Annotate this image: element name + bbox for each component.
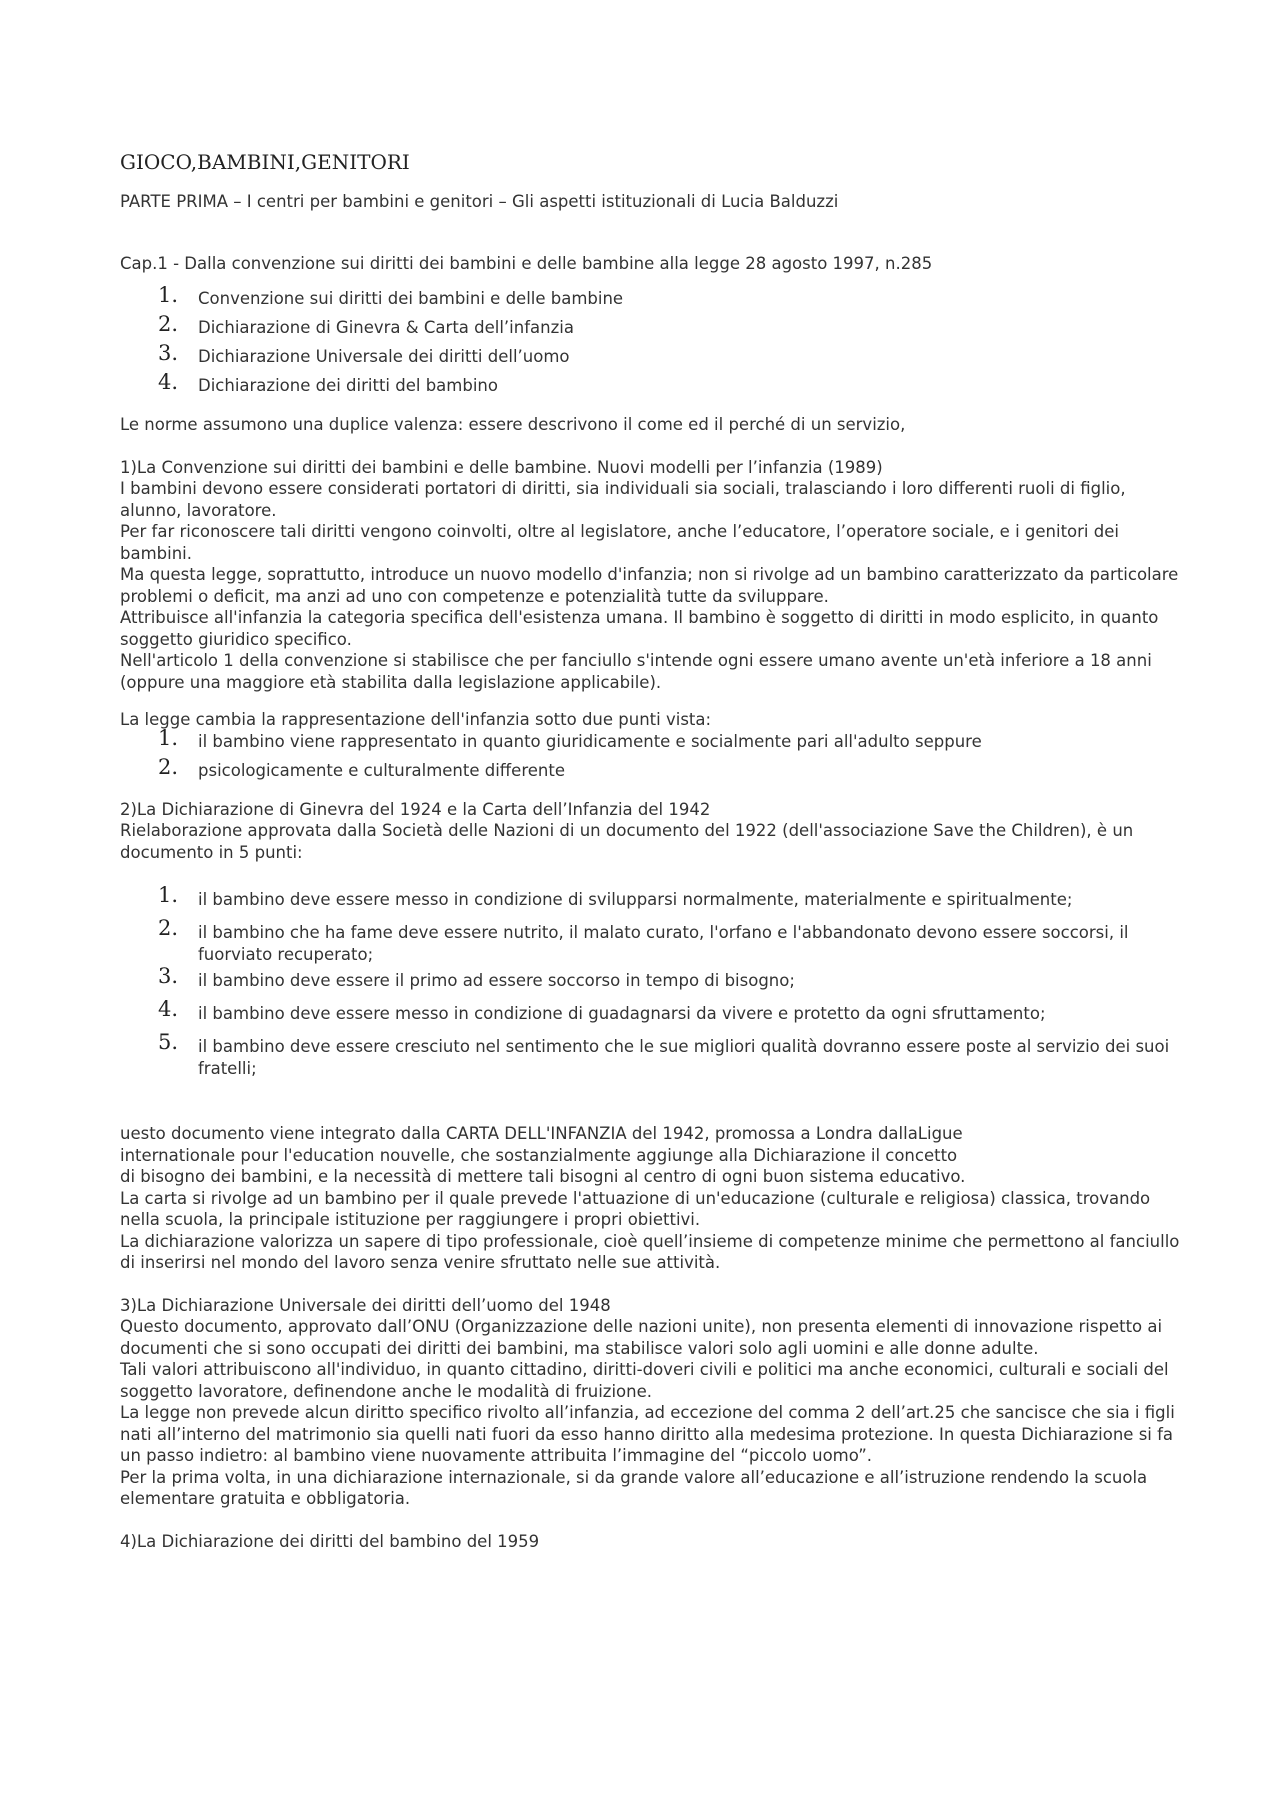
list-item-text: il bambino deve essere il primo ad essere soccorso in tempo di bisogno; bbox=[198, 971, 795, 990]
intro-paragraph: Le norme assumono una duplice valenza: essere descrivono il come ed il perché di un servizio, bbox=[120, 415, 906, 434]
paragraph: Rielaborazione approvata dalla Società delle Nazioni di un documento del 1922 (dell'associazione Save the Children), è un documento in 5 punti: bbox=[120, 821, 1134, 862]
list-number: 1. bbox=[158, 283, 179, 307]
paragraph: Per la prima volta, in una dichiarazione internazionale, si da grande valore all’educazione e all’istruzione rendendo la scuola elementare gratuita e obbligatoria. bbox=[120, 1467, 1148, 1508]
geneva-points-list bbox=[120, 883, 1180, 1079]
list-number: 4. bbox=[158, 997, 179, 1021]
paragraph: La legge non prevede alcun diritto specifico rivolto all’infanzia, ad eccezione del comma 2 dell’art.25 che sancisce che sia i figli nati all’interno del matrimonio sia quelli nati fuori da esso hanno diritto alla medesima protezione. In questa Dichiarazione si fa un passo indietro: al bambino viene nuovamente attribuita l’immagine del “piccolo uomo”. bbox=[120, 1403, 1175, 1465]
list-item-text: il bambino deve essere messo in condizione di guadagnarsi da vivere e protetto da ogni sfruttamento; bbox=[198, 1004, 1046, 1023]
paragraph: La legge cambia la rappresentazione dell'infanzia sotto due punti vista: bbox=[120, 710, 712, 729]
list-item-text: il bambino deve essere cresciuto nel sentimento che le sue migliori qualità dovranno essere poste al servizio dei suoi fratelli; bbox=[198, 1037, 1170, 1078]
list-number: 3. bbox=[158, 341, 179, 365]
section-2-heading: 2)La Dichiarazione di Ginevra del 1924 e la Carta dell’Infanzia del 1942 bbox=[120, 799, 711, 819]
list-number: 4. bbox=[158, 370, 179, 394]
paragraph: La carta si rivolge ad un bambino per il quale prevede l'attuazione di un'educazione (culturale e religiosa) classica, trovando nella scuola, la principale istituzione per raggiungere i propri obiettivi. bbox=[120, 1188, 1151, 1229]
list-item bbox=[120, 725, 1180, 760]
paragraph: Per far riconoscere tali diritti vengono coinvolti, oltre al legislatore, anche l’educatore, l’operatore sociale, e i genitori dei bambini. bbox=[120, 522, 1119, 563]
paragraph: Nell'articolo 1 della convenzione si stabilisce che per fanciullo s'intende ogni essere umano avente un'età inferiore a 18 anni (oppure una maggiore età stabilita dalla legislazione applicabile). bbox=[120, 651, 1152, 692]
list-item bbox=[120, 916, 1180, 965]
part-heading: PARTE PRIMA – I centri per bambini e genitori – Gli aspetti istituzionali di Lucia Balduzzi bbox=[120, 192, 839, 211]
list-item bbox=[120, 283, 1180, 317]
section-3-heading: 3)La Dichiarazione Universale dei diritti dell’uomo del 1948 bbox=[120, 1295, 611, 1315]
list-number: 3. bbox=[158, 964, 179, 988]
list-number: 1. bbox=[158, 725, 179, 750]
representation-list bbox=[120, 725, 1180, 789]
list-item bbox=[120, 754, 1180, 789]
paragraph: Ma questa legge, soprattutto, introduce un nuovo modello d'infanzia; non si rivolge ad un bambino caratterizzato da particolare problemi o deficit, ma anzi ad uno con competenze e potenzialità tutte da sviluppare. bbox=[120, 565, 1179, 606]
list-item bbox=[120, 370, 1180, 404]
list-item-text: Dichiarazione di Ginevra & Carta dell’infanzia bbox=[198, 318, 574, 337]
document-title: GIOCO,BAMBINI,GENITORI bbox=[120, 150, 410, 174]
section-2 bbox=[120, 799, 1180, 1274]
list-number: 5. bbox=[158, 1030, 179, 1054]
list-item-text: Dichiarazione dei diritti del bambino bbox=[198, 376, 498, 395]
list-item bbox=[120, 964, 1180, 998]
list-item bbox=[120, 997, 1180, 1031]
section-1-heading: 1)La Convenzione sui diritti dei bambini e delle bambine. Nuovi modelli per l’infanzia (1989) bbox=[120, 457, 883, 477]
list-number: 2. bbox=[158, 916, 179, 940]
chapter-heading: Cap.1 - Dalla convenzione sui diritti dei bambini e delle bambine alla legge 28 agosto 1997, n.285 bbox=[120, 253, 933, 273]
list-item-text: psicologicamente e culturalmente differente bbox=[198, 760, 565, 780]
paragraph: Attribuisce all'infanzia la categoria specifica dell'esistenza umana. Il bambino è soggetto di diritti in modo esplicito, in quanto soggetto giuridico specifico. bbox=[120, 608, 1159, 649]
section-3 bbox=[120, 1295, 1180, 1510]
list-item bbox=[120, 883, 1180, 917]
list-item bbox=[120, 1030, 1180, 1079]
paragraph: I bambini devono essere considerati portatori di diritti, sia individuali sia sociali, tralasciando i loro differenti ruoli di figlio, alunno, lavoratore. bbox=[120, 479, 1126, 520]
document-page bbox=[120, 150, 1180, 1552]
list-item bbox=[120, 341, 1180, 375]
paragraph-line: di bisogno dei bambini, e la necessità di mettere tali bisogni al centro di ogni buon sistema educativo. bbox=[120, 1167, 966, 1186]
carta-infanzia-paragraph bbox=[120, 1123, 1180, 1188]
list-item-text: il bambino deve essere messo in condizione di svilupparsi normalmente, materialmente e spiritualmente; bbox=[198, 890, 1073, 909]
paragraph: Tali valori attribuiscono all'individuo, in quanto cittadino, diritti-doveri civili e politici ma anche economici, culturali e sociali del soggetto lavoratore, definendone anche le modalità di fruizione. bbox=[120, 1360, 1169, 1401]
paragraph-line: internationale pour l'education nouvelle, che sostanzialmente aggiunge alla Dichiarazione il concetto bbox=[120, 1145, 958, 1165]
paragraph: La dichiarazione valorizza un sapere di tipo professionale, cioè quell’insieme di competenze minime che permettono al fanciullo di inserirsi nel mondo del lavoro senza venire sfruttato nelle sue attività. bbox=[120, 1231, 1180, 1272]
list-number: 2. bbox=[158, 754, 179, 779]
section-4-heading: 4)La Dichiarazione dei diritti del bambino del 1959 bbox=[120, 1531, 540, 1551]
list-item-text: il bambino che ha fame deve essere nutrito, il malato curato, l'orfano e l'abbandonato devono essere soccorsi, il fuorviato recuperato; bbox=[198, 923, 1129, 964]
list-number: 1. bbox=[158, 883, 179, 907]
section-4 bbox=[120, 1531, 1180, 1553]
list-item bbox=[120, 312, 1180, 346]
list-item-text: Convenzione sui diritti dei bambini e delle bambine bbox=[198, 289, 624, 308]
toc-list bbox=[120, 283, 1180, 404]
paragraph: Questo documento, approvato dall’ONU (Organizzazione delle nazioni unite), non presenta elementi di innovazione rispetto ai documenti che si sono occupati dei diritti dei bambini, ma stabilisce valori solo agli uomini e alle donne adulte. bbox=[120, 1317, 1163, 1358]
list-item-text: Dichiarazione Universale dei diritti dell’uomo bbox=[198, 347, 570, 366]
paragraph-line: uesto documento viene integrato dalla CARTA DELL'INFANZIA del 1942, promossa a Londra dallaLigue bbox=[120, 1124, 963, 1143]
section-1 bbox=[120, 457, 1180, 789]
list-number: 2. bbox=[158, 312, 179, 336]
list-item-text: il bambino viene rappresentato in quanto giuridicamente e socialmente pari all'adulto seppure bbox=[198, 731, 982, 751]
